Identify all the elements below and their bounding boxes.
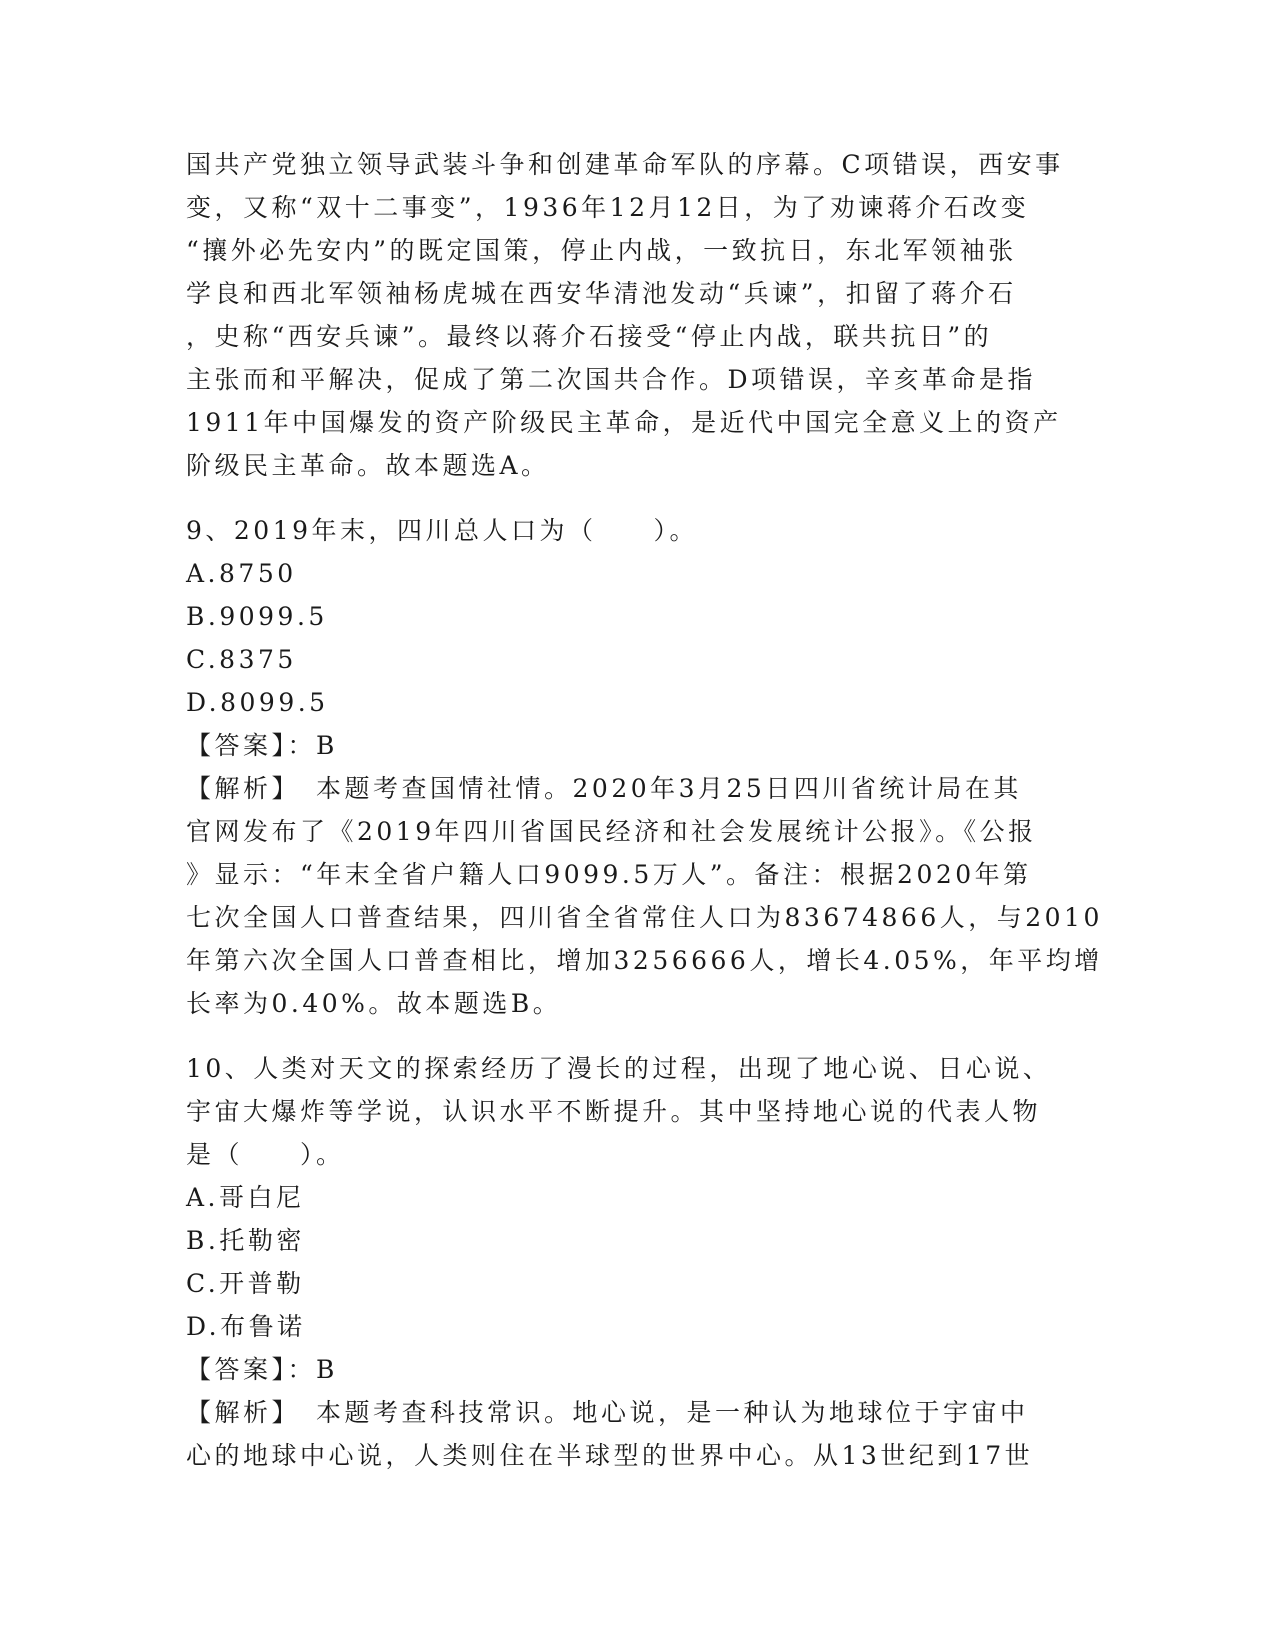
explanation-line: 年第六次全国人口普查相比，增加3256666人，增长4.05%，年平均增 <box>186 946 1103 975</box>
option-c: C.开普勒 <box>186 1269 305 1298</box>
answer-label: 【答案】：B <box>186 1355 338 1384</box>
question-text: 是（ ）。 <box>186 1140 345 1169</box>
answer-label: 【答案】：B <box>186 731 338 760</box>
document-page <box>186 143 1103 1477</box>
option-d: D.布鲁诺 <box>186 1312 306 1341</box>
option-a: A.8750 <box>186 559 297 588</box>
question-9 <box>186 509 1103 1025</box>
explanation-line: 长率为0.40%。故本题选B。 <box>186 989 562 1018</box>
text-line: 主张而和平解决，促成了第二次国共合作。D项错误，辛亥革命是指 <box>186 365 1037 394</box>
option-b: B.托勒密 <box>186 1226 305 1255</box>
explanation-line: 七次全国人口普查结果，四川省全省常住人口为83674866人，与2010 <box>186 903 1103 932</box>
text-line: 阶级民主革命。故本题选A。 <box>186 451 550 480</box>
text-line: “攘外必先安内”的既定国策，停止内战，一致抗日，东北军领袖张 <box>186 236 1017 265</box>
explanation-line: 官网发布了《2019年四川省国民经济和社会发展统计公报》。《公报 <box>186 817 1037 846</box>
text-line: 变，又称“双十二事变”，1936年12月12日，为了劝谏蒋介石改变 <box>186 193 1030 222</box>
question-text: 9、2019年末，四川总人口为（ ）。 <box>186 516 699 545</box>
option-a: A.哥白尼 <box>186 1183 305 1212</box>
question-text: 10、人类对天文的探索经历了漫长的过程，出现了地心说、日心说、 <box>186 1054 1052 1083</box>
text-line: ，史称“西安兵谏”。最终以蒋介石接受“停止内战，联共抗日”的 <box>186 322 993 351</box>
question-text: 宇宙大爆炸等学说，认识水平不断提升。其中坚持地心说的代表人物 <box>186 1097 1042 1126</box>
explanation-line: 【解析】 本题考查国情社情。2020年3月25日四川省统计局在其 <box>186 774 1022 803</box>
paragraph-gap <box>186 487 1086 509</box>
text-line: 国共产党独立领导武装斗争和创建革命军队的序幕。C项错误，西安事 <box>186 150 1064 179</box>
option-c: C.8375 <box>186 645 297 674</box>
text-line: 学良和西北军领袖杨虎城在西安华清池发动“兵谏”，扣留了蒋介石 <box>186 279 1017 308</box>
option-d: D.8099.5 <box>186 688 329 717</box>
question-10 <box>186 1047 1086 1477</box>
prev-question-explanation <box>186 143 1086 487</box>
explanation-line: 心的地球中心说，人类则住在半球型的世界中心。从13世纪到17世 <box>186 1441 1034 1470</box>
explanation-line: 【解析】 本题考查科技常识。地心说，是一种认为地球位于宇宙中 <box>186 1398 1029 1427</box>
explanation-line: 》显示：“年末全省户籍人口9099.5万人”。备注：根据2020年第 <box>186 860 1032 889</box>
paragraph-gap <box>186 1025 1086 1047</box>
option-b: B.9099.5 <box>186 602 328 631</box>
text-line: 1911年中国爆发的资产阶级民主革命，是近代中国完全意义上的资产 <box>186 408 1062 437</box>
